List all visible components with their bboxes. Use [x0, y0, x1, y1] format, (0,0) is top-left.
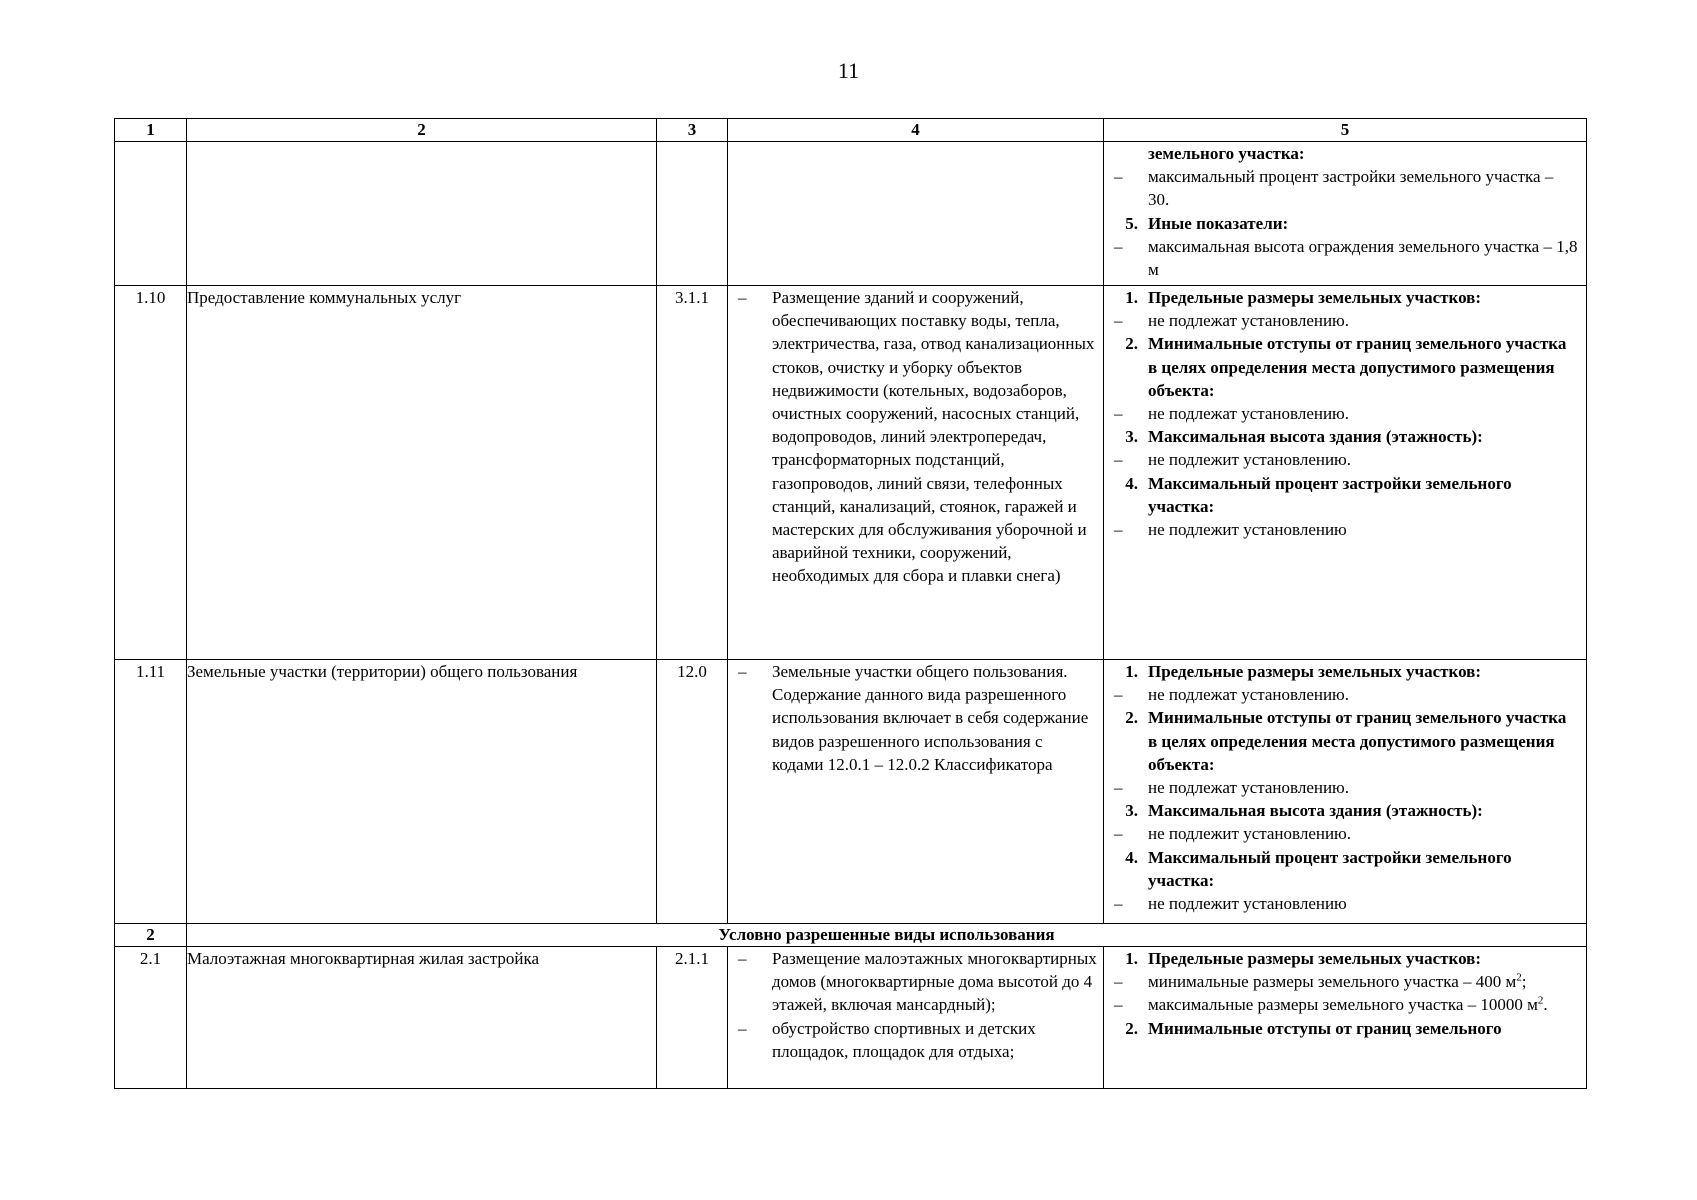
- max-area-text: максимальные размеры земельного участка – 10000 м: [1148, 995, 1538, 1015]
- row-description: [728, 660, 1104, 924]
- dash-marker: –: [738, 662, 747, 681]
- param-value-text: не подлежат установлению.: [1148, 778, 1350, 798]
- param-number: 1.: [1125, 949, 1138, 968]
- row-code: 3.1.1: [657, 286, 728, 660]
- param-value-text: [1148, 993, 1586, 1016]
- section-number: 2: [115, 924, 187, 947]
- section-row: [115, 924, 1587, 947]
- param-heading-text: Максимальная высота здания (этажность):: [1148, 801, 1483, 821]
- table-row: [115, 142, 1587, 286]
- param-heading-text: Минимальные отступы от границ земельного: [1148, 1018, 1502, 1038]
- param-value-text: не подлежат установлению.: [1148, 311, 1350, 331]
- param-number: 2.: [1125, 708, 1138, 728]
- param-value: [1104, 776, 1586, 799]
- param-value-text: максимальная высота ограждения земельного участка – 1,8 м: [1148, 236, 1578, 280]
- description-item: [728, 1017, 1103, 1063]
- param-value: [1104, 518, 1586, 541]
- param-heading: [1104, 472, 1586, 518]
- description-item: [728, 660, 1103, 776]
- param-heading-continuation: [1104, 142, 1586, 165]
- param-heading-text: Предельные размеры земельных участков:: [1148, 288, 1482, 307]
- dash-marker: –: [738, 1018, 747, 1038]
- row-description: [728, 286, 1104, 660]
- dash-marker: –: [738, 288, 747, 307]
- param-number: 3.: [1125, 427, 1138, 447]
- param-heading: [1104, 660, 1586, 683]
- param-value-text: не подлежат установлению.: [1148, 404, 1350, 424]
- param-value: [1104, 165, 1586, 211]
- row-description: [728, 947, 1104, 1089]
- row-name: Малоэтажная многоквартирная жилая застройка: [187, 947, 657, 1089]
- row-parameters: [1104, 947, 1587, 1089]
- zoning-table: [114, 118, 1587, 1089]
- row-code: [657, 142, 728, 286]
- param-value: [1104, 993, 1586, 1016]
- param-heading: [1104, 706, 1586, 776]
- table-header-row: [115, 119, 1587, 142]
- description-item: [728, 947, 1103, 1017]
- row-code: 2.1.1: [657, 947, 728, 1089]
- param-value-text: [1148, 970, 1586, 993]
- min-area-text: минимальные размеры земельного участка – 400 м: [1148, 972, 1517, 992]
- param-heading-text: Минимальные отступы от границ земельного участка в целях определения места допустимого размещения объекта:: [1148, 334, 1567, 400]
- row-name: Земельные участки (территории) общего пользования: [187, 660, 657, 924]
- param-value: [1104, 309, 1586, 332]
- dash-marker: –: [1114, 824, 1123, 844]
- param-heading-text: Предельные размеры земельных участков:: [1148, 662, 1482, 681]
- row-parameters: [1104, 660, 1587, 924]
- param-heading: [1104, 332, 1586, 402]
- header-col-2: 2: [187, 119, 657, 142]
- param-indent: [1104, 142, 1148, 165]
- param-heading: [1104, 1017, 1586, 1040]
- section-title: Условно разрешенные виды использования: [187, 924, 1587, 947]
- param-value-text: максимальный процент застройки земельного участка – 30.: [1148, 167, 1554, 210]
- param-value-text: не подлежат установлению.: [1148, 685, 1350, 705]
- param-heading-text: земельного участка:: [1148, 144, 1305, 163]
- table-row: [115, 660, 1587, 924]
- param-heading-text: Максимальная высота здания (этажность):: [1148, 427, 1483, 447]
- dash-marker: –: [1114, 236, 1123, 256]
- dash-marker: –: [1114, 778, 1123, 798]
- dash-marker: –: [1114, 972, 1123, 992]
- punctuation: .: [1543, 995, 1548, 1015]
- param-heading-text: Иные показатели:: [1148, 213, 1289, 233]
- header-col-5: 5: [1104, 119, 1587, 142]
- row-number: 1.10: [115, 286, 187, 660]
- description-text: Земельные участки общего пользования. Содержание данного вида разрешенного использования включает в себя содержание видов разрешенного использования с кодами 12.0.1 – 12.0.2 Классификатора: [772, 662, 1089, 774]
- header-col-4: 4: [728, 119, 1104, 142]
- row-parameters: [1104, 286, 1587, 660]
- dash-marker: –: [1114, 995, 1123, 1015]
- param-number: 1.: [1125, 662, 1138, 681]
- param-value-text: не подлежит установлению: [1148, 894, 1347, 914]
- param-number: 1.: [1125, 288, 1138, 307]
- description-item: [728, 286, 1103, 588]
- param-value: [1104, 683, 1586, 706]
- description-text: обустройство спортивных и детских площадок, площадок для отдыха;: [772, 1018, 1036, 1061]
- description-text: Размещение зданий и сооружений, обеспечивающих поставку воды, тепла, электричества, газа, отвод канализационных стоков, очистку и уборку объектов недвижимости (котельных, водозаборов, очистных сооружений, насосных станций, водопроводов, линий электропередач, трансформаторных подстанций, газопроводов, линий связи, телефонных станций, канализаций, стоянок, гаражей и мастерских для обслуживания уборочной и аварийной техники, сооружений, необходимых для сбора и плавки снега): [772, 288, 1095, 586]
- param-value: [1104, 448, 1586, 471]
- punctuation: ;: [1521, 972, 1527, 992]
- param-number: 5.: [1125, 213, 1138, 233]
- param-value: [1104, 822, 1586, 845]
- param-number: 2.: [1125, 334, 1138, 354]
- param-value: [1104, 235, 1586, 281]
- param-value: [1104, 892, 1586, 915]
- param-number: 4.: [1125, 847, 1138, 867]
- dash-marker: –: [1114, 404, 1123, 424]
- superscript: 2: [1516, 971, 1522, 984]
- row-number: [115, 142, 187, 286]
- dash-marker: –: [1114, 685, 1123, 705]
- row-parameters: [1104, 142, 1587, 286]
- dash-marker: –: [1114, 894, 1123, 914]
- param-heading-text: Максимальный процент застройки земельного участка:: [1148, 847, 1512, 890]
- row-name: Предоставление коммунальных услуг: [187, 286, 657, 660]
- param-value: [1104, 402, 1586, 425]
- param-number: 4.: [1125, 473, 1138, 493]
- dash-marker: –: [1114, 167, 1123, 187]
- row-code: 12.0: [657, 660, 728, 924]
- param-value-text: не подлежит установлению.: [1148, 824, 1352, 844]
- dash-marker: –: [1114, 520, 1123, 540]
- param-number: 2.: [1125, 1018, 1138, 1038]
- param-heading: [1104, 799, 1586, 822]
- description-text: Размещение малоэтажных многоквартирных домов (многоквартирные дома высотой до 4 этажей, включая мансардный);: [772, 949, 1097, 1015]
- param-value: [1104, 970, 1586, 993]
- param-heading: [1104, 212, 1586, 235]
- page-number: 11: [837, 58, 860, 83]
- param-value-text: не подлежит установлению: [1148, 520, 1347, 540]
- param-heading: [1104, 286, 1586, 309]
- dash-marker: –: [1114, 450, 1123, 470]
- row-number: 2.1: [115, 947, 187, 1089]
- dash-marker: –: [738, 949, 747, 968]
- row-description: [728, 142, 1104, 286]
- param-heading: [1104, 846, 1586, 892]
- param-heading-text: Минимальные отступы от границ земельного участка в целях определения места допустимого размещения объекта:: [1148, 708, 1567, 774]
- row-name: [187, 142, 657, 286]
- param-value-text: не подлежит установлению.: [1148, 450, 1352, 470]
- table-row: [115, 947, 1587, 1089]
- dash-marker: –: [1114, 311, 1123, 331]
- header-col-3: 3: [657, 119, 728, 142]
- table-body: [115, 142, 1587, 924]
- param-number: 3.: [1125, 801, 1138, 821]
- param-heading-text: Предельные размеры земельных участков:: [1148, 949, 1482, 968]
- param-heading: [1104, 947, 1586, 970]
- param-heading-text: Максимальный процент застройки земельного участка:: [1148, 473, 1512, 516]
- row-number: 1.11: [115, 660, 187, 924]
- table-row: [115, 286, 1587, 660]
- param-heading: [1104, 425, 1586, 448]
- header-col-1: 1: [115, 119, 187, 142]
- superscript: 2: [1537, 994, 1544, 1007]
